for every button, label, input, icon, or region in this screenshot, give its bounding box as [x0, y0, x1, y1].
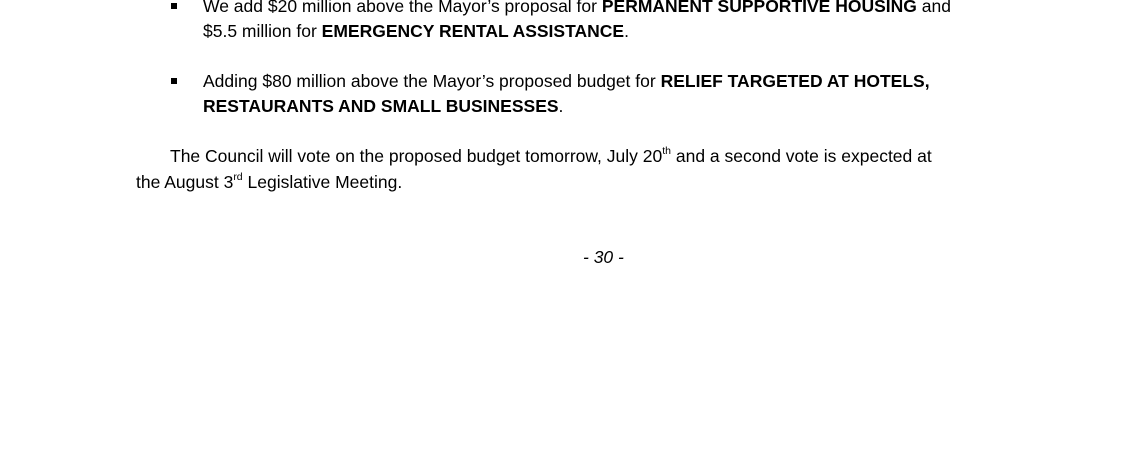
bullet-text-line	[203, 94, 563, 118]
text-run: $5.5 million for	[203, 21, 322, 41]
superscript: rd	[233, 171, 243, 184]
paragraph-line	[136, 170, 402, 194]
paragraph-line	[170, 144, 932, 168]
bold-text-run: EMERGENCY RENTAL ASSISTANCE	[321, 21, 625, 41]
text-run: and	[916, 0, 951, 16]
text-run: Adding $80 million above the Mayor’s proposed budget for	[203, 71, 661, 91]
bold-text-run: RESTAURANTS AND SMALL BUSINESSES	[203, 96, 559, 116]
text-run: The Council will vote on the proposed budget tomorrow, July 20	[170, 146, 663, 166]
bold-text-run: PERMANENT SUPPORTIVE HOUSING	[601, 0, 917, 16]
text-run: Legislative Meeting.	[242, 172, 403, 192]
text-run: .	[558, 96, 564, 116]
text-run: .	[624, 21, 629, 41]
bullet-text-line	[203, 19, 629, 43]
bullet-text-line	[203, 69, 930, 93]
text-run: We add $20 million above the Mayor’s proposal for	[203, 0, 602, 16]
bold-text-run: RELIEF TARGETED AT HOTELS,	[660, 71, 930, 91]
superscript: th	[662, 145, 671, 158]
text-run: and a second vote is expected at	[671, 146, 932, 166]
text-run: the August 3	[136, 172, 234, 192]
bullet-text-line	[203, 0, 951, 18]
bullet-marker	[171, 3, 177, 9]
bullet-marker	[171, 78, 177, 84]
page-number: - 30 -	[583, 247, 624, 267]
